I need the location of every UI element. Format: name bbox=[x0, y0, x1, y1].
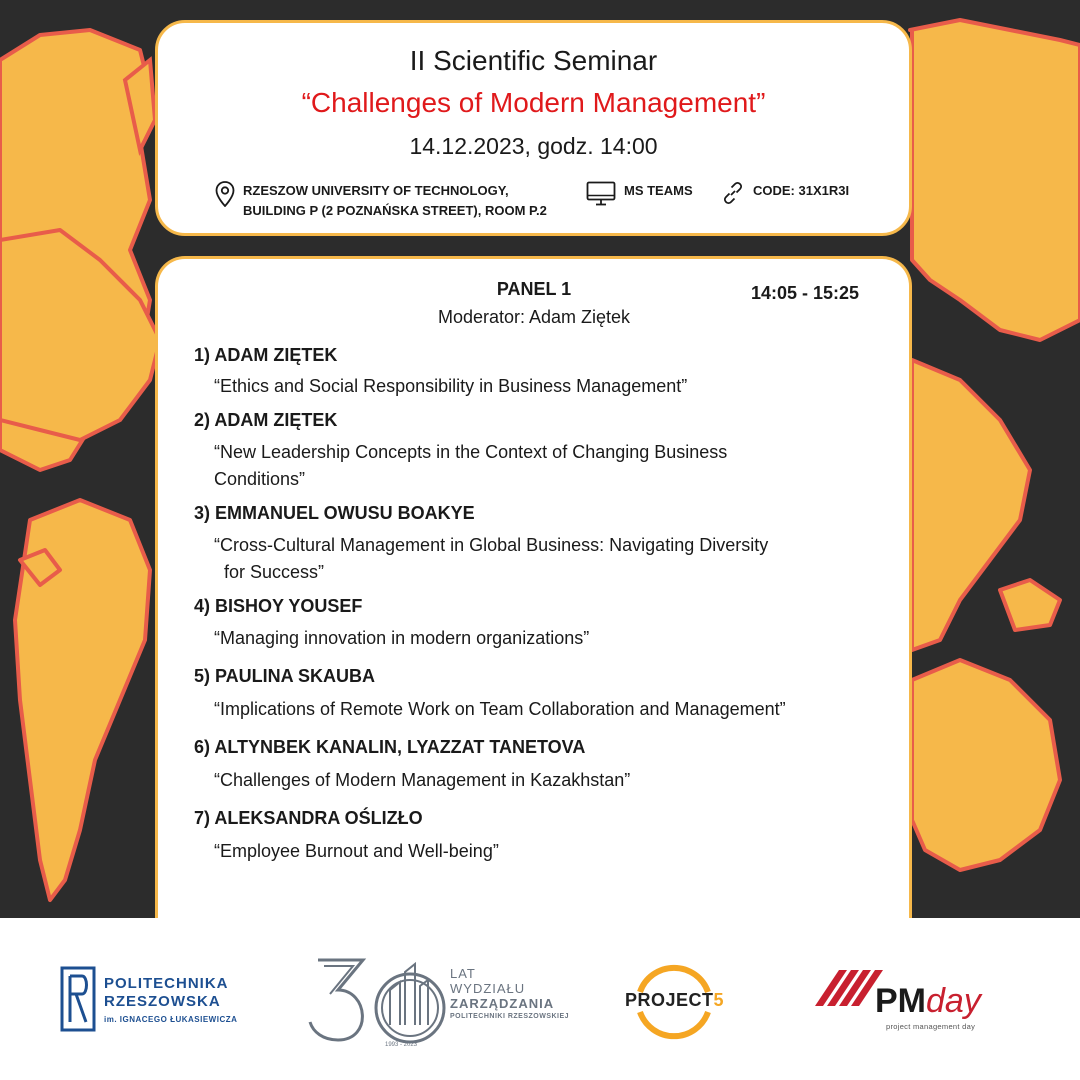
link-icon bbox=[721, 181, 745, 205]
lat-line-3: ZARZĄDZANIA bbox=[450, 996, 555, 1011]
code-label: CODE: 31X1R3I bbox=[753, 183, 850, 198]
location-line-1: RZESZOW UNIVERSITY OF TECHNOLOGY, bbox=[243, 183, 509, 198]
seminar-date-time: 14.12.2023, godz. 14:00 bbox=[409, 133, 658, 159]
monitor-icon bbox=[586, 181, 616, 207]
lat-years: 1993 - 2023 bbox=[385, 1042, 418, 1048]
map-island bbox=[1000, 580, 1060, 630]
location-line-2: BUILDING P (2 POZNAŃSKA STREET), ROOM P.2 bbox=[243, 203, 547, 218]
speaker-7: 7) ALEKSANDRA OŚLIZŁO bbox=[194, 808, 423, 828]
pk-line-1: POLITECHNIKA bbox=[104, 974, 229, 992]
project5-logo bbox=[625, 990, 724, 1011]
lat-wydzialu-text bbox=[450, 966, 569, 1020]
seminar-title: II Scientific Seminar bbox=[409, 45, 658, 76]
map-australia bbox=[912, 660, 1060, 870]
footer-logos bbox=[0, 918, 1080, 1080]
lat-line-2: WYDZIAŁU bbox=[450, 981, 526, 996]
header-card bbox=[155, 20, 912, 236]
speaker-4: 4) BISHOY YOUSEF bbox=[194, 596, 363, 616]
talk-title-5: “Implications of Remote Work on Team Collaboration and Management” bbox=[214, 699, 786, 719]
talk-title-7: “Employee Burnout and Well-being” bbox=[214, 841, 499, 861]
map-eurasia bbox=[910, 20, 1080, 340]
talk-title-1: “Ethics and Social Responsibility in Business Management” bbox=[214, 376, 688, 396]
talk-title-6: “Challenges of Modern Management in Kazakhstan” bbox=[214, 770, 631, 790]
panel-name: PANEL 1 bbox=[496, 279, 572, 299]
platform-info bbox=[586, 181, 693, 207]
pmday-day: day bbox=[926, 982, 981, 1020]
pk-line-3: im. IGNACEGO ŁUKASIEWICZA bbox=[104, 1014, 238, 1024]
politechnika-rzeszowska-logo bbox=[60, 966, 237, 1032]
talk-title-3-line-2: for Success” bbox=[224, 562, 325, 582]
lat-line-4: POLITECHNIKI RZESZOWSKIEJ bbox=[450, 1013, 570, 1020]
speaker-6: 6) ALTYNBEK KANALIN, LYAZZAT TANETOVA bbox=[194, 737, 586, 757]
panel-moderator: Moderator: Adam Ziętek bbox=[437, 307, 631, 327]
30-lat-emblem-icon bbox=[308, 950, 448, 1050]
seminar-subtitle: “Challenges of Modern Management” bbox=[301, 87, 766, 118]
project5-word: PROJECT bbox=[625, 990, 714, 1010]
pmday-subtitle: project management day bbox=[886, 1022, 976, 1031]
speaker-5: 5) PAULINA SKAUBA bbox=[194, 666, 376, 686]
speaker-3: 3) EMMANUEL OWUSU BOAKYE bbox=[194, 503, 475, 523]
pmday-logo bbox=[875, 983, 981, 1019]
project5-number: 5 bbox=[713, 990, 725, 1010]
pmday-pm: PM bbox=[875, 982, 926, 1020]
talk-title-4: “Managing innovation in modern organizations” bbox=[214, 628, 590, 648]
location-pin-icon bbox=[215, 181, 235, 207]
panel-time: 14:05 - 15:25 bbox=[751, 283, 860, 303]
code-info bbox=[721, 181, 849, 205]
pk-emblem-icon bbox=[60, 966, 96, 1032]
pk-line-2: RZESZOWSKA bbox=[104, 992, 221, 1010]
speaker-1: 1) ADAM ZIĘTEK bbox=[194, 345, 338, 365]
panel-card bbox=[155, 256, 912, 936]
talk-title-3-line-1: “Cross-Cultural Management in Global Business: Navigating Diversity bbox=[214, 535, 769, 555]
speaker-2: 2) ADAM ZIĘTEK bbox=[194, 410, 338, 430]
lat-line-1: LAT bbox=[450, 966, 476, 981]
talk-title-2-line-1: “New Leadership Concepts in the Context of Changing Business bbox=[214, 442, 728, 462]
talk-title-2-line-2: Conditions” bbox=[214, 469, 306, 489]
location-info bbox=[215, 181, 547, 221]
platform-label: MS TEAMS bbox=[624, 183, 693, 198]
